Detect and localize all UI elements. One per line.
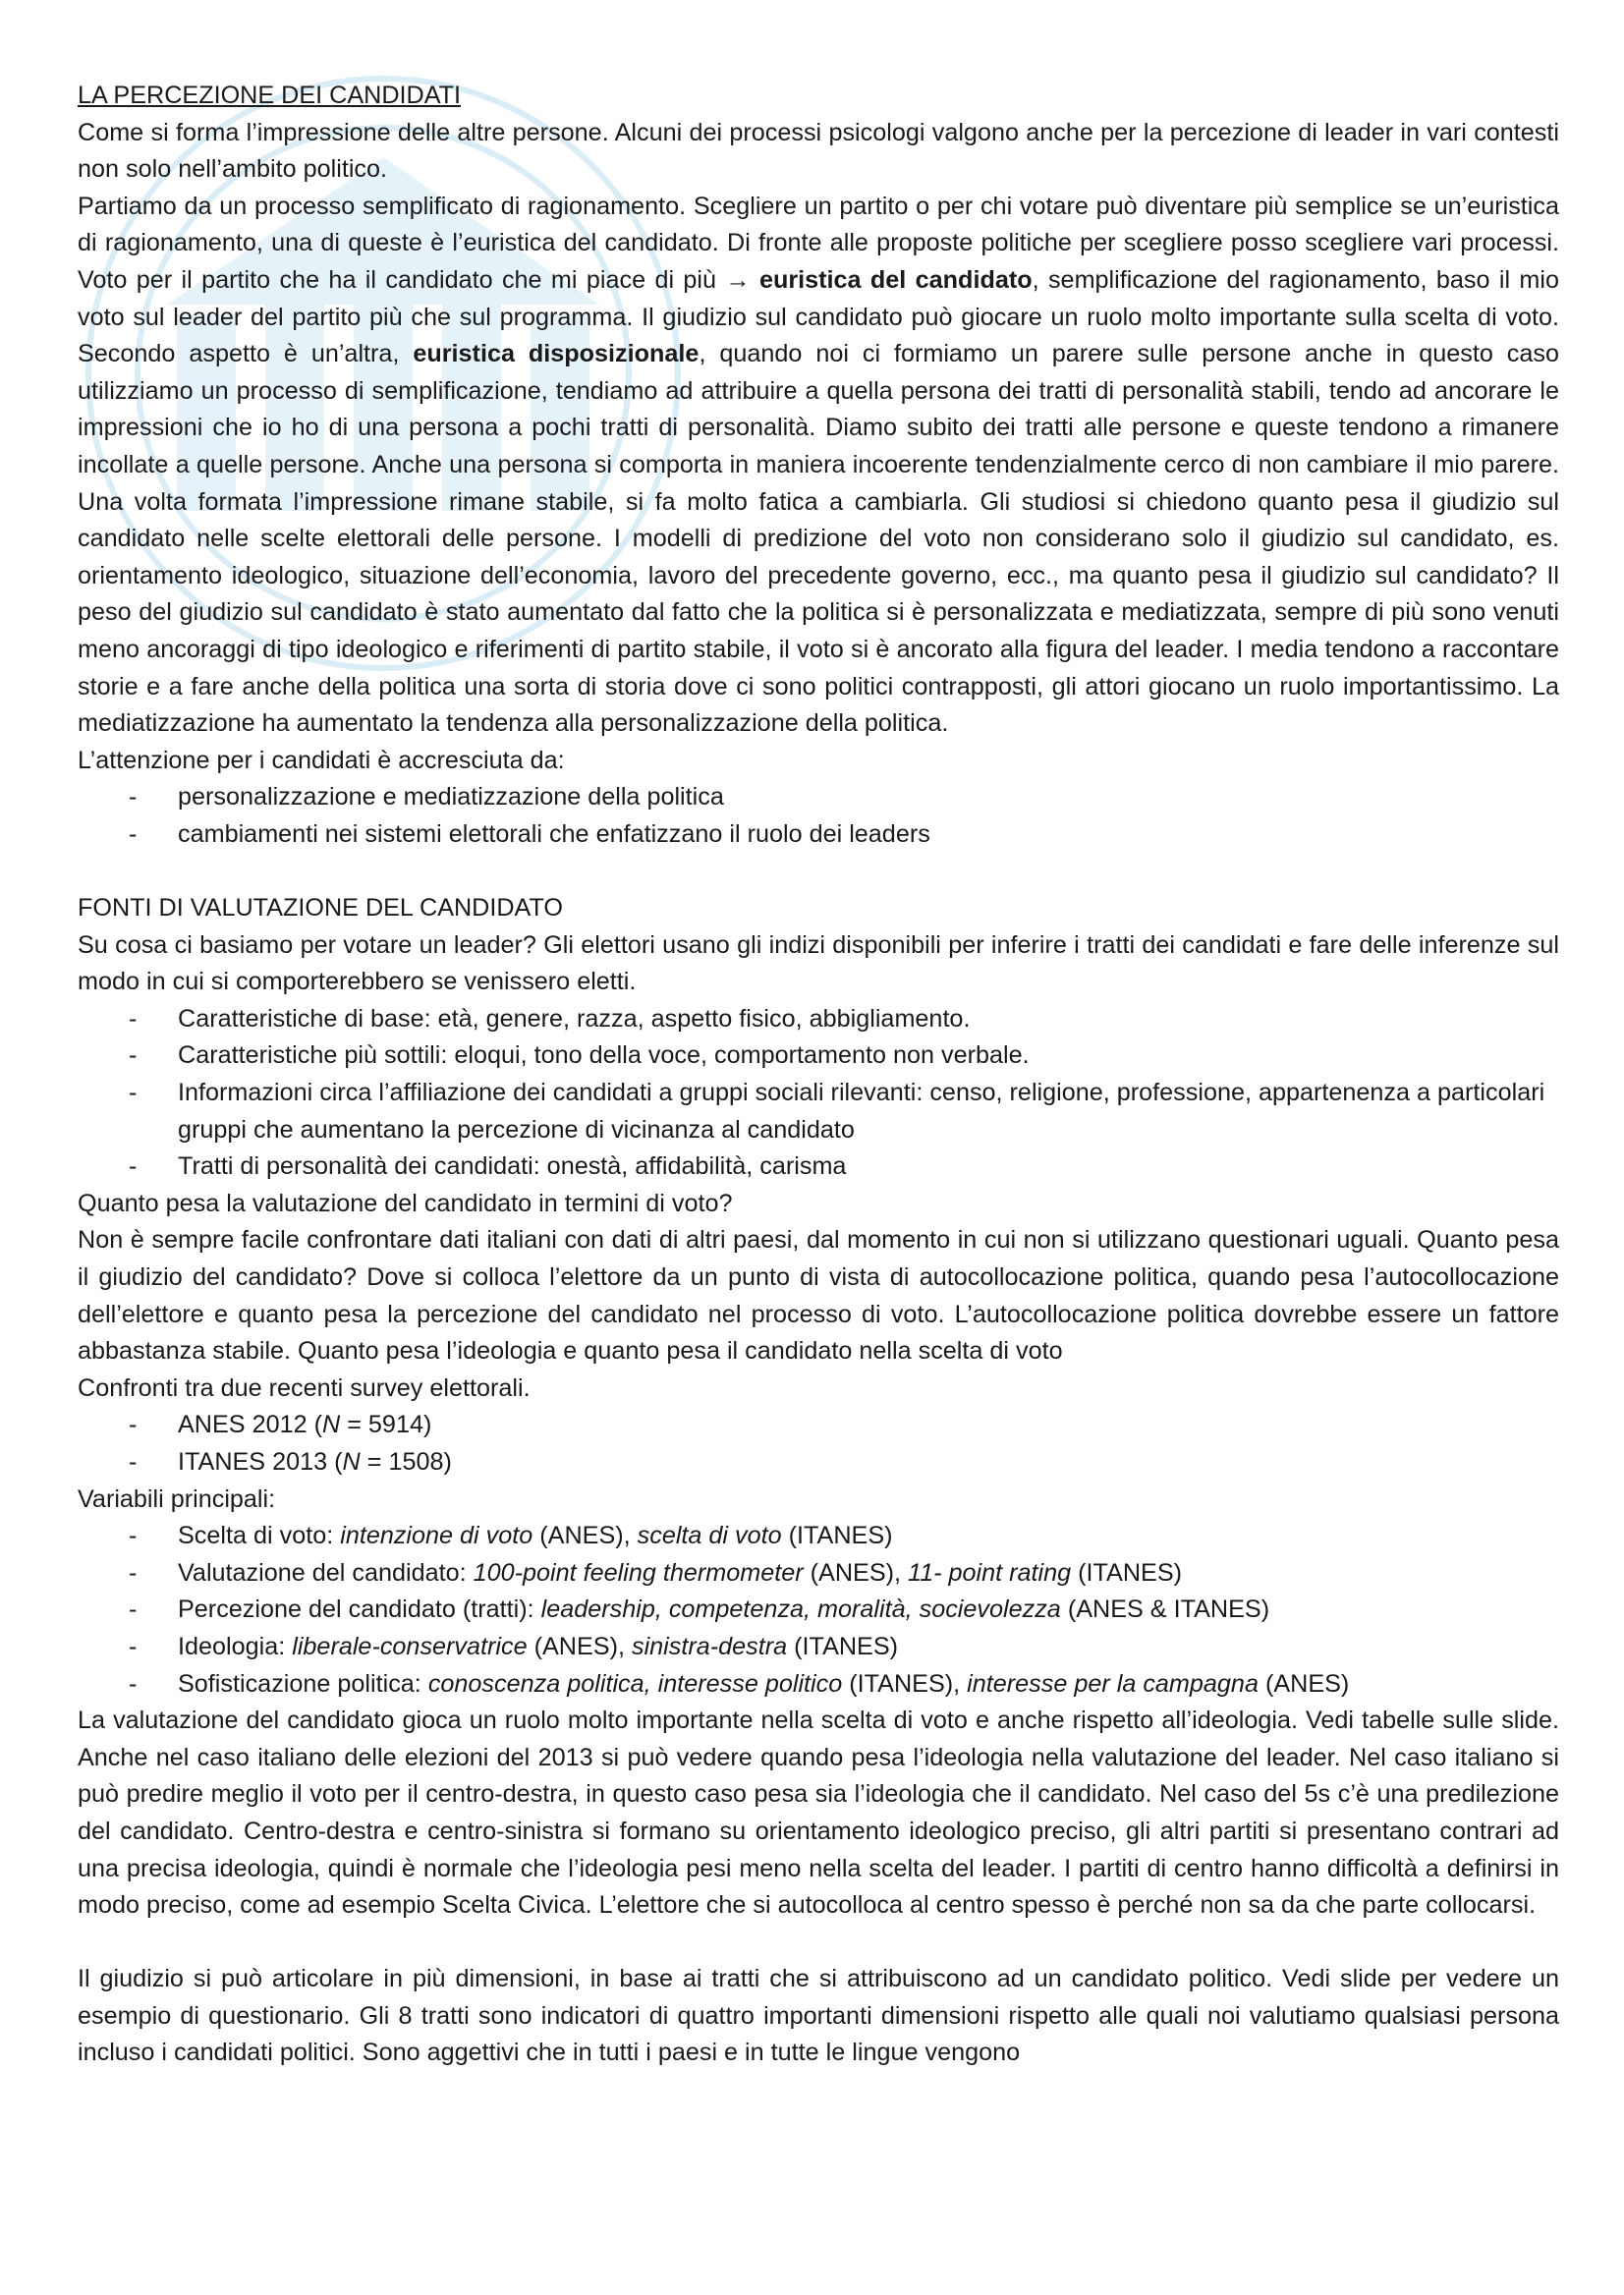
p2-text-c: , semplificazione del ragionamento, baso il mio voto sul leader del partito più che sul programma. Il giudizio sul candidato può giocare un ruolo molto importante sulla scelta di voto. Secondo aspetto è un’altra, [78,265,1559,368]
paragraph-attention: L’attenzione per i candidati è accresciuta da: [78,746,565,774]
paragraph-evaluation: La valutazione del candidato gioca un ruolo molto importante nella scelta di voto e anche rispetto all’ideologia. Vedi tabelle sulle slide. Anche nel caso italiano delle elezioni del 2013 si può vedere quando pesa l’ideologia nella valutazione del leader. Nel caso italiano si può predire meglio il voto per il centro-destra, in questo caso pesa sia l’ideologia che il candidato. Nel caso del 5s c’è una predilezione del candidato. Centro-destra e centro-sinistra si formano su orientamento ideologico preciso, gli altri partiti si presentano contrari ad una precisa ideologia, quindi è normale che l’ideologia pesi meno nella scelta del leader. I partiti di centro hanno difficoltà a definirsi in modo preciso, come ad esempio Scelta Civica. L’elettore che si autocolloca al centro spesso è perché non sa da che parte collocarsi. [78,1707,1559,1920]
paragraph-dimensions: Il giudizio si può articolare in più dimensioni, in base ai tratti che si attribuiscono ad un candidato politico. Vedi slide per vedere un esempio di questionario. Gli 8 tratti sono indicatori di quattro importanti dimensioni rispetto alle quali noi valutiamo qualsiasi persona incluso i candidati politici. Sono aggettivi che in tutti i paesi e in tutte le lingue vengono [78,1965,1559,2067]
document-title: LA PERCEZIONE DEI CANDIDATI [78,82,462,109]
section-title-fonti: FONTI DI VALUTAZIONE DEL CANDIDATO [78,894,564,923]
arrow-icon: → [725,265,751,294]
list-item: - Scelta di voto: intenzione di voto (ANES), scelta di voto (ITANES) [78,1518,1559,1555]
paragraph-intro: Come si forma l’impressione delle altre persone. Alcuni dei processi psicologi valgono anche per la percezione di leader in vari contesti non solo nell’ambito politico. [78,118,1559,184]
p2-text-a: Partiamo da un processo semplificato di ragionamento. Scegliere un partito o per chi votare può diventare più semplice se un’euristica di ragionamento, una di queste è l’euristica del candidato. Di fronte alle proposte politiche per scegliere posso scegliere vari processi. Voto per il partito che ha il candidato che mi piace di più [78,192,1559,294]
paragraph-heuristics [78,189,1559,743]
list-attention-factors [78,779,1559,853]
list-item: - Caratteristiche più sottili: eloqui, tono della voce, comportamento non verbale. [78,1037,1559,1075]
list-item: - Caratteristiche di base: età, genere, razza, aspetto fisico, abbigliamento. [78,1001,1559,1038]
paragraph-comparison: Non è sempre facile confrontare dati italiani con dati di altri paesi, dal momento in cui non si utilizzano questionari uguali. Quanto pesa il giudizio del candidato? Dove si colloca l’elettore da un punto di vista di autocollocazione politica, quando pesa l’autocollocazione dell’elettore e quanto pesa la percezione del candidato nel processo di voto. L’autocollocazione politica dovrebbe essere un fattore abbastanza stabile. Quanto pesa l’ideologia e quanto pesa il candidato nella scelta di voto [78,1226,1559,1366]
p2-text-d: , quando noi ci formiamo un parere sulle persone anche in questo caso utilizziamo un processo di semplificazione, tendiamo ad attribuire a quella persona dei tratti di personalità stabili, tendo ad ancorare le impressioni che io ho di una persona a pochi tratti di personalità. Diamo subito dei tratti alle persone e queste tendono a rimanere incollate a quelle persone. Anche una persona si comporta in maniera incoerente tendenzialmente cerco di non cambiare il mio parere. Una volta formata l’impressione rimane stabile, si fa molto fatica a cambiarla. Gli studiosi si chiedono quanto pesa il giudizio sul candidato nelle scelte elettorali delle persone. I modelli di predizione del voto non considerano solo il giudizio sul candidato, es. orientamento ideologico, situazione dell’economia, lavoro del precedente governo, ecc., ma quanto pesa il giudizio sul candidato? Il peso del giudizio sul candidato è stato aumentato dal fatto che la politica si è personalizzata e mediatizzata, sempre di più sono venuti meno ancoraggi di tipo ideologico e riferimenti di partito stabile, il voto si è ancorato alla figura del leader. I media tendono a raccontare storie e a fare anche della politica una sorta di storia dove ci sono politici contrapposti, gli attori giocano un ruolo importantissimo. La mediatizzazione ha aumentato la tendenza alla personalizzazione della politica. [78,340,1559,738]
list-item: - Sofisticazione politica: conoscenza politica, interesse politico (ITANES), interesse per la campagna (ANES) [78,1666,1559,1704]
list-item: - Percezione del candidato (tratti): leadership, competenza, moralità, socievolezza (ANES & ITANES) [78,1592,1559,1629]
list-item: - ANES 2012 (N = 5914) [78,1407,1559,1444]
paragraph-question: Quanto pesa la valutazione del candidato in termini di voto? [78,1189,733,1217]
list-item: - Tratti di personalità dei candidati: onestà, affidabilità, carisma [78,1148,1559,1186]
list-item: - ITANES 2013 (N = 1508) [78,1444,1559,1482]
list-surveys [78,1407,1559,1481]
paragraph-surveys: Confronti tra due recenti survey elettorali. [78,1373,531,1402]
paragraph-fonti: Su cosa ci basiamo per votare un leader? Gli elettori usano gli indizi disponibili per inferire i tratti dei candidati e fare delle inferenze sul modo in cui si comporterebbero se venissero eletti. [78,930,1559,996]
list-item: - personalizzazione e mediatizzazione della politica [78,779,1559,816]
list-item: - Ideologia: liberale-conservatrice (ANES), sinistra-destra (ITANES) [78,1629,1559,1666]
document-body [78,78,1559,2072]
bold-euristica-disposizionale: euristica disposizionale [413,340,700,368]
list-item: - Valutazione del candidato: 100-point feeling thermometer (ANES), 11- point rating (ITANES) [78,1555,1559,1593]
list-variables [78,1518,1559,1703]
paragraph-variables: Variabili principali: [78,1484,276,1513]
list-item: - cambiamenti nei sistemi elettorali che enfatizzano il ruolo dei leaders [78,816,1559,854]
list-item: - Informazioni circa l’affiliazione dei candidati a gruppi sociali rilevanti: censo, religione, professione, appartenenza a particolari gruppi che aumentano la percezione di vicinanza al candidato [78,1075,1559,1148]
bold-euristica-candidato: euristica del candidato [758,265,1033,294]
list-candidate-characteristics [78,1001,1559,1186]
